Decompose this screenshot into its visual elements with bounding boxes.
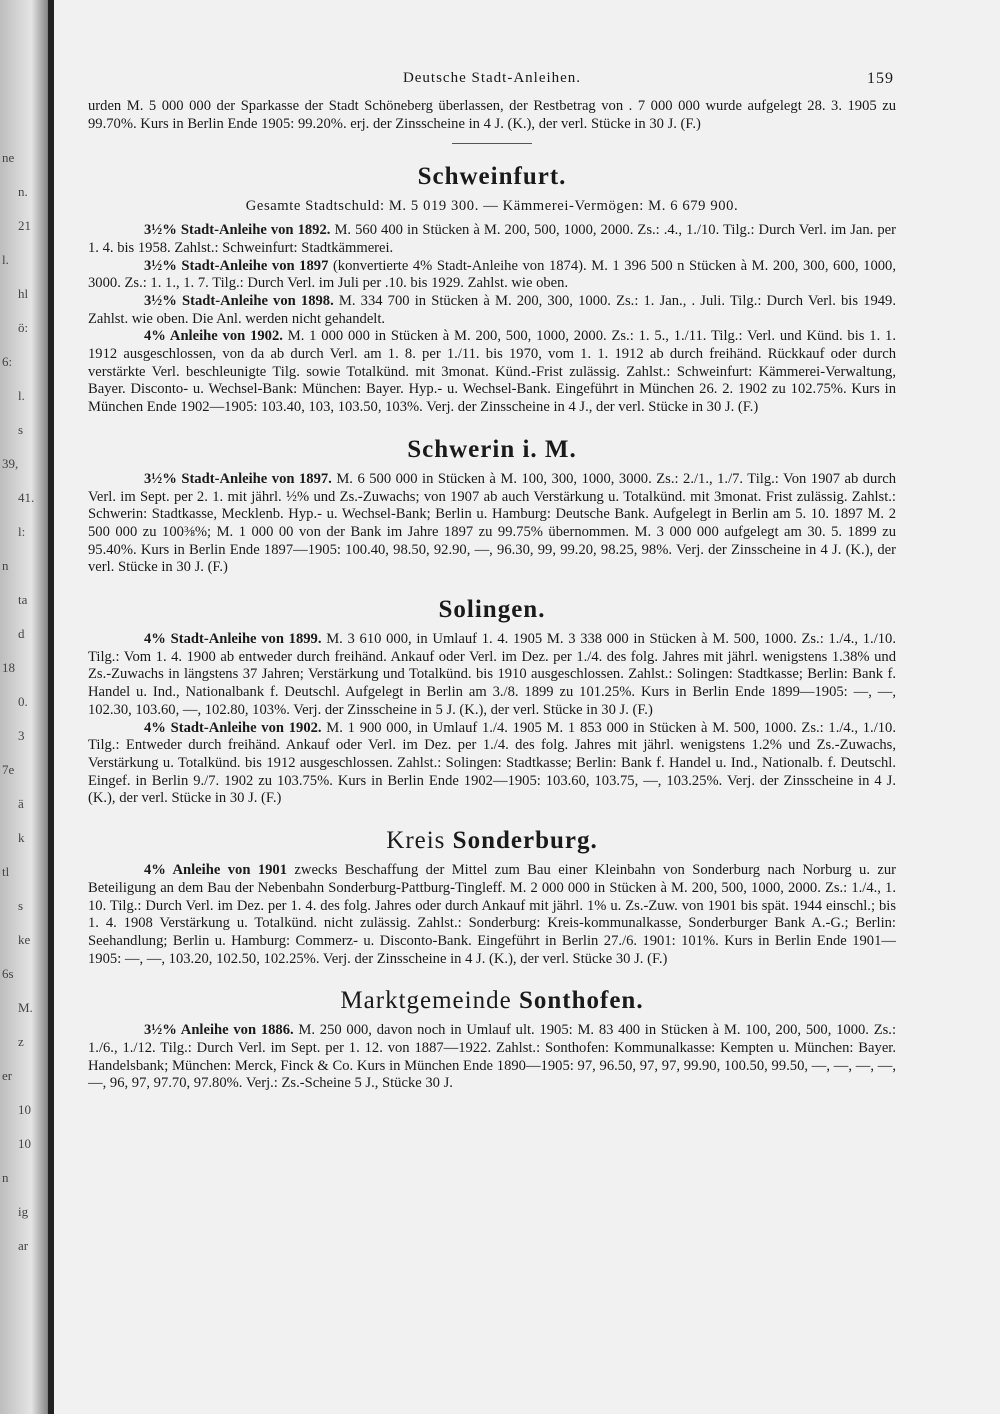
facing-page-fragment: k [18,830,25,845]
loan-details: M. 1 000 000 in Stücken à M. 200, 500, 1000, 2000. Zs.: 1. 5., 1./11. Tilg.: Verl. und Künd. bis 1. 1. 1912 ausgeschlossen, von da ab durch Verl. am 1. 8. per 1./11. bis 1970, vom 1. 1. 1912 ab durch freihänd. Rückkauf oder durch verstärkte Verl. beschleunigte Tilg. sowie Totalkünd. mit 3monat. Künd.-Frist zulässig. Zahlst.: Schweinfurt: Kämmerei-Verwaltung, Bayer. Disconto- u. Wechsel-Bank: München: Bayer. Hyp.- u. Wechsel-Bank. Eingeführt in München 26. 2. 1902 zu 102.75%. Kurs in München Ende 1902—1905: 103.40, 103, 103.50, 103%. Verj. der Zinsscheine in 4 J., der verl. Stücke in 30 J. (F.) [88,328,896,416]
heading-name: Schweinfurt. [417,163,567,191]
facing-page-fragment: tl [2,864,10,879]
facing-page-fragment: z [18,1034,24,1049]
loan-title: 3½% Stadt-Anleihe von 1898. [144,292,334,309]
facing-page-fragment: er [2,1068,13,1083]
heading-prefix: Kreis [386,827,453,855]
facing-page-fragment: 18 [2,660,15,675]
loan-entry [88,328,896,417]
loan-details: M. 250 000, davon noch in Umlauf ult. 1905: M. 83 400 in Stücken à M. 100, 200, 500, 1000. Zs.: 1./6., 1./12. Tilg.: Durch Verl. im Sept. per 1. 12. von 1887—1922. Zahlst.: Sonthofen: Kommunalkasse: Kempten u. München: Bayer. Handelsbank; München: Merck, Finck & Co. Kurs in München Ende 1890—1905: 97, 96.50, 97, 97, 99.90, 100.50, 99.50, —, —, —, —, —, 96, 97, 97.70, 97.80%. Verj.: Zs.-Scheine 5 J., Stücke 30 J. [88,1022,896,1092]
loan-title: 4% Stadt-Anleihe von 1899. [144,631,322,648]
heading-name: Sonthofen. [518,987,644,1015]
loan-entry [88,862,896,968]
loan-entry [88,1022,896,1093]
loan-details: M. 334 700 in Stücken à M. 200, 300, 1000. Zs.: 1. Jan., . Juli. Tilg.: Durch Verl. bis 1949. Zahlst. wie oben. Die Anl. werden nicht gehandelt. [88,292,896,327]
heading-prefix: Marktgemeinde [340,987,519,1015]
loan-title: 4% Anleihe von 1901 [144,862,288,879]
facing-page-fragment: ta [18,592,28,607]
page-number: 159 [867,70,894,87]
loan-entry [88,720,896,809]
facing-page-fragment: l. [18,388,25,403]
heading-name: Sonderburg. [452,827,598,855]
sections [88,162,896,1093]
facing-page-fragment: 10 [18,1102,31,1117]
loan-title: 3½% Stadt-Anleihe von 1892. [144,222,331,239]
facing-page-fragment: 6: [2,354,13,369]
facing-page-fragment: M. [18,1000,33,1015]
facing-page-fragment: n [2,558,9,573]
loan-details: M. 1 900 000, in Umlauf 1./4. 1905 M. 1 853 000 in Stücken à M. 500, 1000. Zs.: 1./4., 1./10. Tilg.: Entweder durch freihänd. Ankauf oder Verl. im Dez. per 1./4. des folg. Jahres mit jährl. wenigstens 1.2% und Zs.-Zuwachs, Verstärkung u. Totalkünd. bis 1912 ausgeschlossen. Zahlst.: Solingen: Stadtkasse; Berlin: Bank f. Handel u. Ind., Nationalb. f. Deutschl. Eingef. in Berlin 9./7. 1902 zu 103.75%. Kurs in Berlin Ende 1902—1905: 103.60, 103.75, —, 103.25%. Verj. der Zinsscheine in 4 J. (K.), der verl. Stücke in 30 J. (F.) [88,719,896,807]
page-body [88,70,896,1400]
facing-page-fragment: hl [18,286,29,301]
facing-page-fragment: 41. [18,490,35,505]
facing-page-fragment: n. [18,184,28,199]
facing-page-fragment: 39, [2,456,19,471]
loan-title: 3½% Anleihe von 1886. [144,1022,294,1039]
loan-details: M. 6 500 000 in Stücken à M. 100, 300, 1000, 3000. Zs.: 2./1., 1./7. Tilg.: Von 1907 ab durch Verl. im Sept. per 2. 1. mit jährl. ½% und Zs.-Zuwachs; von 1907 ab auch Verstärkung u. Totalkünd. mit 3monat. Frist zulässig. Zahlst.: Schwerin: Stadtkasse, Mecklenb. Hyp.- u. Wechsel-Bank; Berlin u. Hamburg: Deutsche Bank. Aufgelegt in Berlin am 5. 10. 1897 M. 2 500 000 zu 100⅜%; M. 1 000 00 von der Bank im Jahre 1897 zu 99.75% übernommen. M. 3 000 000 aufgelegt am 30. 5. 1899 zu 95.40%. Kurs in Berlin Ende 1897—1905: 100.40, 98.50, 92.90, —, 96.30, 99, 99.20, 98.25, 98%. Verj. der Zinsscheine in 4 J. (K.), der verl. Stücke in 30 J. (F.) [88,470,896,576]
loan-details: zwecks Beschaffung der Mittel zum Bau einer Kleinbahn von Sonderburg nach Norburg u. zur Beteiligung an dem Bau der Nebenbahn Sonderburg-Pattburg-Tingleff. M. 2 000 000 in Stücken à M. 200, 500, 1000, 2000. Zs.: 1./4., 1. 10. Tilg.: Durch Verl. im Dez. per 1. 4. des folg. Jahres oder durch Ankauf mit jährl. 1% u. Zs.-Zuw. von 1901 bis spät. 1944 einschl.; bis 1. 4. 1908 Verstärkung u. Totalkünd. nicht zulässig. Zahlst.: Sonderburg: Kreis-kommunalkasse, Sonderburger Bank A.-G.; Berlin: Seehandlung; Berlin u. Hamburg: Commerz- u. Disconto-Bank. Eingeführt in Berlin 27./6. 1901: 101%. Kurs in Berlin Ende 1901—1905: —, —, 103.20, 102.50, 102.25%. Verj. der Zinsscheine in 4 J. (K.), der verl. Stücke 30 J. (F.) [88,862,896,967]
facing-page-fragment: ig [18,1204,29,1219]
loan-details: (konvertierte 4% Stadt-Anleihe von 1874). M. 1 396 500 n Stücken à M. 200, 300, 600, 1000, 3000. Zs.: 1. 1., 1. 7. Tilg.: Durch Verl. im Juli per .10. bis 1929. Zahlst. wie oben. [88,257,896,292]
loan-entry [88,471,896,577]
facing-page-fragment: 3 [18,728,25,743]
loan-entry [88,258,896,293]
loan-title: 4% Anleihe von 1902. [144,328,283,345]
facing-page-fragment: 6s [2,966,14,981]
facing-page-fragment: l: [18,524,26,539]
facing-page-margin [0,0,52,1414]
facing-page-fragment: 0. [18,694,28,709]
section-heading [88,595,896,625]
loan-entry [88,222,896,257]
loan-title: 4% Stadt-Anleihe von 1902. [144,719,322,736]
facing-page-fragment: d [18,626,25,641]
facing-page-fragment: ne [2,150,15,165]
facing-page-fragment: ar [18,1238,29,1253]
section-heading [88,162,896,192]
facing-page-fragment: l. [2,252,9,267]
section-heading [88,986,896,1016]
facing-page-fragment: ö: [18,320,29,335]
facing-page-fragment: 10 [18,1136,31,1151]
running-header [88,70,896,98]
facing-page-fragment: s [18,422,24,437]
binding-shadow [48,0,54,1414]
loan-entry [88,631,896,720]
heading-name: Solingen. [438,596,546,624]
facing-page-fragment: ä [18,796,24,811]
loan-details: M. 560 400 in Stücken à M. 200, 500, 1000, 2000. Zs.: .4., 1./10. Tilg.: Durch Verl. im Jan. per 1. 4. bis 1958. Zahlst.: Schweinfurt: Stadtkämmerei. [88,222,896,256]
continued-paragraph: urden M. 5 000 000 der Sparkasse der Stadt Schöneberg überlassen, der Restbetrag von . 7 000 000 wurde aufgelegt 28. 3. 1905 zu 99.70%. Kurs in Berlin Ende 1905: 99.20%. erj. der Zinsscheine in 4 J. (K.), der verl. Stücke in 30 J. (F.) [88,98,896,132]
facing-page-fragment: 7e [2,762,15,777]
section-summary: Gesamte Stadtschuld: M. 5 019 300. — Kämmerei-Vermögen: M. 6 679 900. [245,198,739,215]
loan-entry [88,293,896,328]
loan-details: M. 3 610 000, in Umlauf 1. 4. 1905 M. 3 338 000 in Stücken à M. 500, 1000. Zs.: 1./4., 1./10. Tilg.: Vom 1. 4. 1900 ab entweder durch freihänd. Ankauf oder Verl. im Dez. per 1./4. des folg. Jahres mit jährl. wenigstens 1.38% und Zs.-Zuwachs in längstens 37 Jahren; Verstärkung und Totalkünd. bis 1910 ausgeschlossen. Zahlst.: Solingen: Stadtkasse; Berlin: Bank f. Handel u. Ind., Nationalbank f. Deutschl. Aufgelegt in Berlin am 3./8. 1899 zu 101.25%. Kurs in Berlin Ende 1899—1905: —, —, 102.30, 103.60, —, 102.80, 103%. Verj. der Zinsscheine in 5 J. (K.), der verl. Stücke in 30 J. (F.) [88,631,896,718]
facing-page-fragment: ke [18,932,31,947]
loan-title: 3½% Stadt-Anleihe von 1897. [144,470,332,487]
facing-page-fragment: s [18,898,24,913]
heading-name: Schwerin i. M. [407,435,577,463]
section-divider [452,143,532,144]
facing-page-fragment: 21 [18,218,31,233]
section-heading [88,435,896,465]
running-title: Deutsche Stadt-Anleihen. [402,70,582,86]
loan-title: 3½% Stadt-Anleihe von 1897 [144,257,329,274]
section-heading [88,826,896,856]
facing-page-fragment: n [2,1170,9,1185]
